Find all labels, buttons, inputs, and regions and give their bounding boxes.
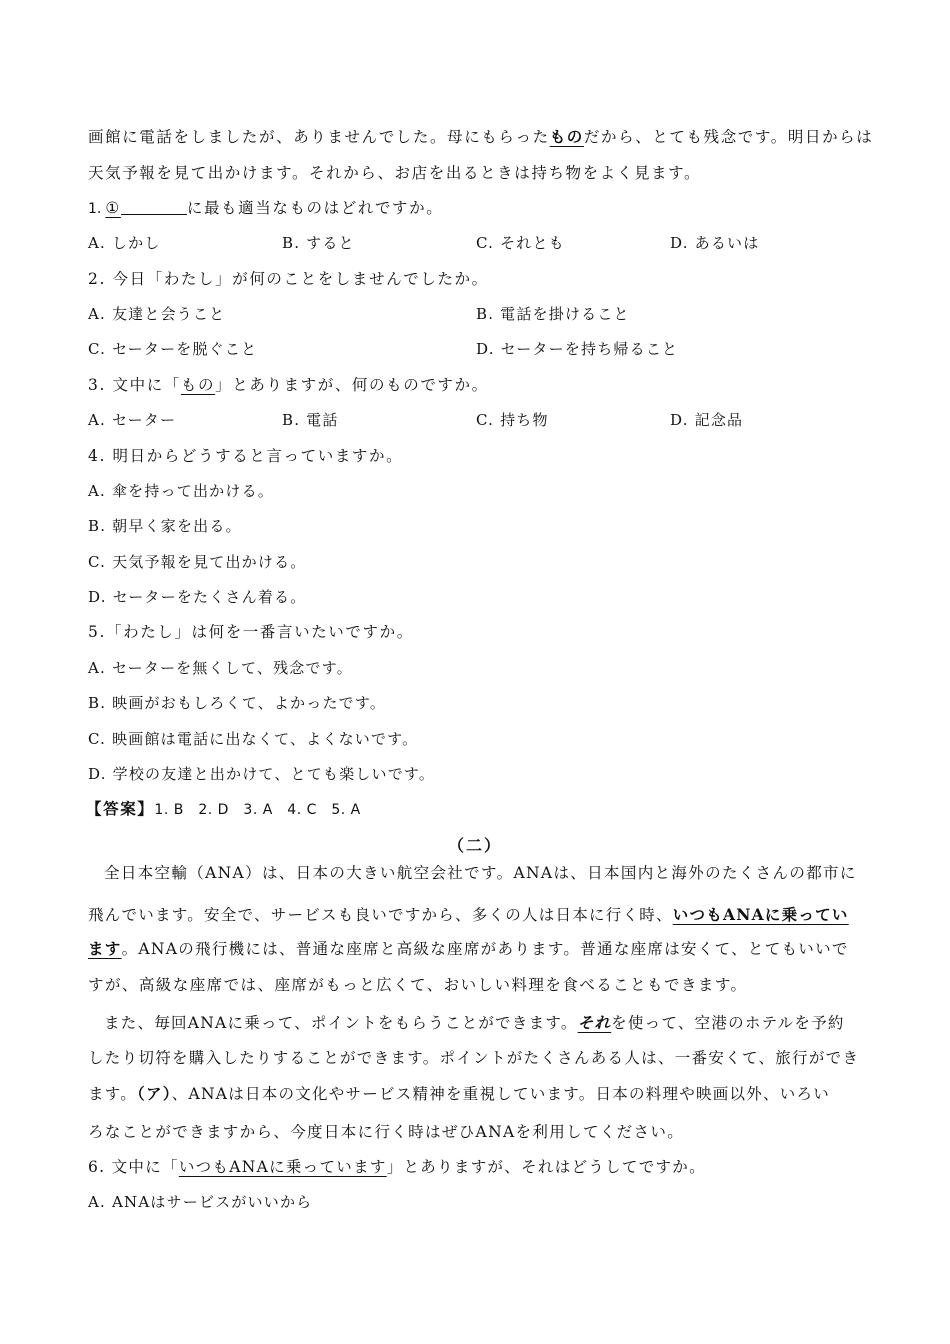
q4-option-d: D. セーターをたくさん着る。 — [88, 588, 307, 606]
answer-label: 【答案】 — [86, 799, 155, 818]
q4-option-b: B. 朝早く家を出る。 — [88, 517, 242, 535]
section-heading: （二） — [447, 836, 502, 855]
text: 」とありますが、それはどうしてですか。 — [386, 1158, 706, 1176]
q3-option-a: A. セーター — [88, 411, 177, 429]
question-4: 4. 明日からどうすると言っていますか。 — [88, 447, 404, 465]
q3-option-c: C. 持ち物 — [476, 411, 549, 429]
q5-option-c: C. 映画館は電話に出なくて、よくないです。 — [88, 730, 419, 748]
text: 6. 文中に「 — [88, 1158, 179, 1176]
passage-line — [88, 904, 849, 926]
passage-line — [88, 938, 849, 960]
answer-values: 1. B 2. D 3. A 4. C 5. A — [154, 802, 361, 818]
question-5: 5.「わたし」は何を一番言いたいですか。 — [88, 623, 414, 641]
text: また、毎回ANAに乗って、ポイントをもらうことができます。 — [104, 1014, 578, 1032]
q2-option-d: D. セーターを持ち帰ること — [476, 340, 679, 358]
underlined-phrase: ます — [88, 939, 122, 958]
q1-option-d: D. あるいは — [670, 234, 760, 252]
blank-line — [121, 198, 187, 215]
underlined-word: もの — [549, 127, 584, 146]
passage-line — [88, 1083, 830, 1105]
text: 3. 文中に「 — [88, 376, 181, 394]
question-6 — [88, 1156, 706, 1178]
passage-line: 全日本空輸（ANA）は、日本の大きい航空会社です。ANAは、日本国内と海外のたくさんの都市に — [104, 864, 857, 882]
underlined-word: それ — [577, 1013, 612, 1032]
q2-option-a: A. 友達と会うこと — [88, 305, 226, 323]
q1-option-a: A. しかし — [88, 234, 161, 252]
blank-marker: （ア） — [137, 1084, 172, 1103]
passage-line: ろなことができますから、今度日本に行く時はぜひANAを利用してください。 — [88, 1123, 685, 1141]
q1-option-c: C. それとも — [476, 234, 565, 252]
q4-option-c: C. 天気予報を見て出かける。 — [88, 553, 307, 571]
q4-option-a: A. 傘を持って出かける。 — [88, 482, 274, 500]
q2-option-b: B. 電話を掛けること — [476, 305, 630, 323]
text: ます。 — [88, 1085, 138, 1103]
q2-option-c: C. セーターを脱ぐこと — [88, 340, 258, 358]
underlined-phrase: いつもANAに乗っています — [178, 1158, 387, 1176]
text: を使って、空港のホテルを予約 — [611, 1014, 845, 1032]
q1-option-b: B. すると — [282, 234, 355, 252]
question-3 — [88, 374, 489, 396]
passage-line — [88, 126, 873, 148]
passage-line: したり切符を購入したりすることができます。ポイントがたくさんある人は、一番安くて、旅行ができ — [88, 1049, 860, 1067]
text: だから、とても残念です。明日からは — [583, 128, 874, 146]
answer-key — [86, 798, 361, 821]
text: 飛んでいます。安全で、サービスも良いですから、多くの人は日本に行く時、 — [88, 906, 673, 924]
q6-option-a: A. ANAはサービスがいいから — [88, 1193, 313, 1211]
underlined-phrase: いつもANAに乗ってい — [672, 905, 849, 924]
q5-option-d: D. 学校の友達と出かけて、とても楽しいです。 — [88, 765, 436, 783]
question-number: 1. — [88, 201, 102, 217]
question-text: に最も適当なものはどれですか。 — [186, 199, 444, 217]
underlined-word: もの — [180, 376, 216, 394]
q3-option-b: B. 電話 — [282, 411, 339, 429]
blank-marker: ① — [105, 199, 121, 217]
question-1 — [88, 197, 443, 220]
text: 」とありますが、何のものですか。 — [215, 376, 489, 394]
text: 。ANAの飛行機には、普通な座席と高級な座席があります。普通な座席は安くて、とてもいいで — [121, 940, 849, 958]
q5-option-b: B. 映画がおもしろくて、よかったです。 — [88, 694, 387, 712]
text: 、ANAは日本の文化やサービス精神を重視しています。日本の料理や映画以外、いろい — [171, 1085, 830, 1103]
passage-line: 天気予報を見て出かけます。それから、お店を出るときは持ち物をよく見ます。 — [88, 164, 702, 182]
passage-line — [104, 1012, 845, 1034]
text: 画館に電話をしましたが、ありませんでした。母にもらった — [88, 128, 550, 146]
q3-option-d: D. 記念品 — [670, 411, 744, 429]
q5-option-a: A. セーターを無くして、残念です。 — [88, 659, 353, 677]
question-2: 2. 今日「わたし」が何のことをしませんでしたか。 — [88, 270, 489, 288]
passage-line: すが、高級な座席では、座席がもっと広くて、おいしい料理を食べることもできます。 — [88, 976, 748, 994]
